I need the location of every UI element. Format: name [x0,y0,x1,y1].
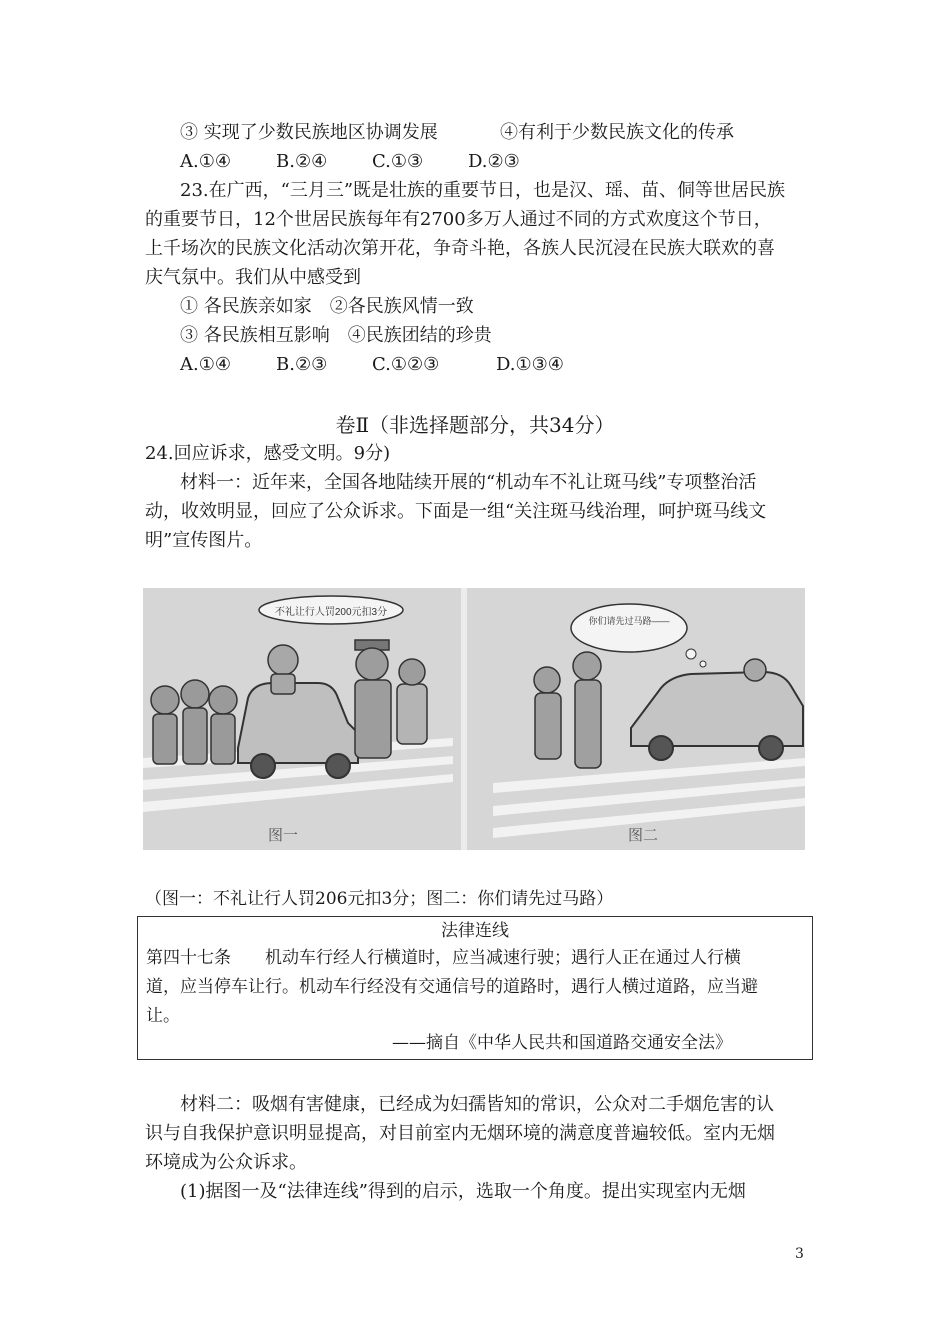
material1-line-1: 材料一：近年来，全国各地陆续开展的“机动车不礼让斑马线”专项整治活 [180,472,757,493]
law-source: ——摘自《中华人民共和国道路交通安全法》 [392,1033,732,1053]
material1-line-2: 动，收效明显，回应了公众诉求。下面是一组“关注斑马线治理，呵护斑马线文 [145,501,767,522]
q23-line-2: 的重要节日，12个世居民族每年有2700多万人通过不同的方式欢度这个节日， [145,209,772,230]
q22-option-d: D.②③ [468,151,520,172]
q23-choices-2: ③ 各民族相互影响 ④民族团结的珍贵 [180,325,492,346]
law-line-2: 道，应当停车让行。机动车行经没有交通信号的道路时，遇行人横过道路，应当避 [146,977,758,997]
material2-line-3: 环境成为公众诉求。 [145,1152,307,1173]
cartoon-illustration [143,588,805,850]
q22-option-c: C.①③ [372,151,424,172]
q23-line-1: 23.在广西，“三月三”既是壮族的重要节日，也是汉、瑶、苗、侗等世居民族 [180,180,786,201]
figure-label-2: 图二 [627,826,659,844]
law-line-1: 第四十七条 机动车行经人行横道时，应当减速行驶；遇行人正在通过人行横 [146,948,741,968]
law-box [137,916,813,1060]
q24-heading: 24.回应诉求，感受文明。9分) [145,443,391,464]
bubble-1-text: 不礼让行人罚200元扣3分 [274,607,388,618]
q23-option-a: A.①④ [180,354,231,375]
q24-sub-1: (1)据图一及“法律连线”得到的启示，选取一个角度。提出实现室内无烟 [180,1181,746,1202]
driver-icon [268,645,298,694]
figure-label-1: 图一 [267,826,299,844]
driver-right-icon [744,659,766,681]
q22-option-b: B.②④ [276,151,328,172]
pedestrians-icon [151,680,237,764]
material2-line-1: 材料二：吸烟有害健康，已经成为妇孺皆知的常识，公众对二手烟危害的认 [180,1094,774,1115]
page-number: 3 [795,1246,804,1262]
section-title: 卷Ⅱ（非选择题部分，共34分） [335,413,615,437]
q23-line-4: 庆气氛中。我们从中感受到 [145,267,361,288]
q23-choices-1: ① 各民族亲如家 ②各民族风情一致 [180,296,474,317]
q22-option-a: A.①④ [180,151,231,172]
material2-line-2: 识与自我保护意识明显提高，对目前室内无烟环境的满意度普遍较低。室内无烟 [145,1123,775,1144]
figure-caption: （图一：不礼让行人罚206元扣3分；图二：你们请先过马路） [145,889,614,909]
material1-line-3: 明”宣传图片。 [145,530,263,551]
law-line-3: 让。 [146,1006,180,1026]
speech-bubble-left [259,596,403,624]
cartoon-figure [143,588,805,850]
q23-line-3: 上千场次的民族文化活动次第开花，争奇斗艳，各族人民沉浸在民族大联欢的喜 [145,238,775,259]
q23-option-d: D.①③④ [496,354,564,375]
law-box-title: 法律连线 [441,921,509,941]
bubble-2-text: 你们请先过马路—— [588,616,670,626]
q23-option-c: C.①②③ [372,354,440,375]
q23-option-b: B.②③ [276,354,328,375]
q22-choice-3: ③ 实现了少数民族地区协调发展 [180,122,438,143]
q22-choice-4: ④有利于少数民族文化的传承 [500,122,734,143]
